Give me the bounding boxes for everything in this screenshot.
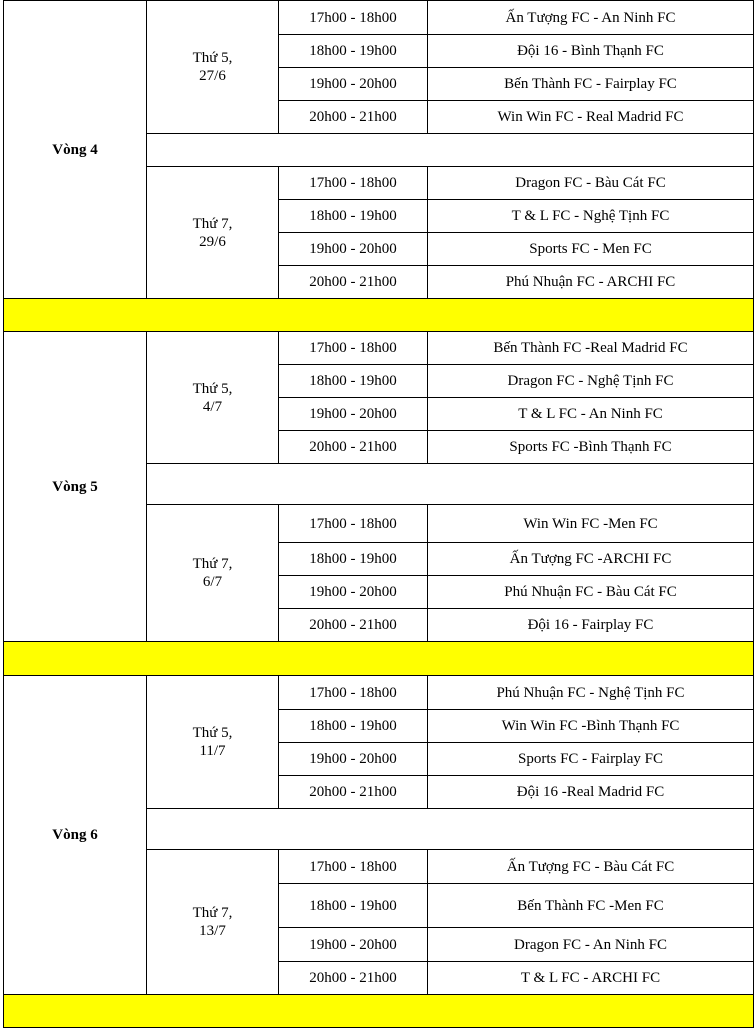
match-time: 17h00 - 18h00 bbox=[279, 167, 428, 200]
match-teams: Win Win FC - Real Madrid FC bbox=[428, 101, 754, 134]
day-weekday: Thứ 5, bbox=[192, 50, 233, 66]
match-time: 19h00 - 20h00 bbox=[279, 743, 428, 776]
match-teams: Đội 16 - Bình Thạnh FC bbox=[428, 35, 754, 68]
match-time: 18h00 - 19h00 bbox=[279, 710, 428, 743]
match-teams: Bến Thành FC -Real Madrid FC bbox=[428, 332, 754, 365]
match-teams: Ấn Tượng FC - Bàu Cát FC bbox=[428, 850, 754, 884]
match-time: 18h00 - 19h00 bbox=[279, 884, 428, 928]
match-time: 17h00 - 18h00 bbox=[279, 332, 428, 365]
match-time: 20h00 - 21h00 bbox=[279, 101, 428, 134]
match-time: 20h00 - 21h00 bbox=[279, 609, 428, 642]
match-teams: Win Win FC -Men FC bbox=[428, 505, 754, 543]
match-teams: Dragon FC - Nghệ Tịnh FC bbox=[428, 365, 754, 398]
match-row bbox=[4, 676, 754, 710]
round-separator-cell bbox=[4, 995, 754, 1028]
day-cell bbox=[147, 505, 279, 642]
day-separator-cell bbox=[147, 134, 754, 167]
match-teams: T & L FC - ARCHI FC bbox=[428, 962, 754, 995]
day-cell bbox=[147, 850, 279, 995]
day-weekday: Thứ 7, bbox=[192, 905, 233, 921]
round-separator-cell bbox=[4, 299, 754, 332]
match-teams: Bến Thành FC - Fairplay FC bbox=[428, 68, 754, 101]
match-time: 17h00 - 18h00 bbox=[279, 1, 428, 35]
day-date: 27/6 bbox=[199, 68, 226, 84]
match-time: 20h00 - 21h00 bbox=[279, 776, 428, 809]
day-cell bbox=[147, 332, 279, 464]
day-weekday: Thứ 5, bbox=[192, 725, 233, 741]
match-teams: T & L FC - An Ninh FC bbox=[428, 398, 754, 431]
match-time: 18h00 - 19h00 bbox=[279, 543, 428, 576]
day-date: 29/6 bbox=[199, 233, 226, 250]
match-teams: Ấn Tượng FC -ARCHI FC bbox=[428, 543, 754, 576]
match-teams: Dragon FC - An Ninh FC bbox=[428, 928, 754, 962]
match-time: 20h00 - 21h00 bbox=[279, 431, 428, 464]
match-time: 18h00 - 19h00 bbox=[279, 200, 428, 233]
match-time: 18h00 - 19h00 bbox=[279, 35, 428, 68]
match-time: 17h00 - 18h00 bbox=[279, 676, 428, 710]
day-date: 6/7 bbox=[202, 574, 223, 590]
match-time: 20h00 - 21h00 bbox=[279, 962, 428, 995]
match-teams: Dragon FC - Bàu Cát FC bbox=[428, 167, 754, 200]
round-separator-band bbox=[4, 995, 754, 1028]
match-row bbox=[4, 332, 754, 365]
match-teams: Win Win FC -Bình Thạnh FC bbox=[428, 710, 754, 743]
round-label: Vòng 5 bbox=[4, 332, 147, 642]
match-teams: Bến Thành FC -Men FC bbox=[428, 884, 754, 928]
match-teams: Đội 16 -Real Madrid FC bbox=[428, 776, 754, 809]
round-label: Vòng 4 bbox=[4, 1, 147, 299]
day-date: 11/7 bbox=[199, 743, 226, 759]
match-time: 19h00 - 20h00 bbox=[279, 576, 428, 609]
day-date: 13/7 bbox=[199, 923, 226, 939]
match-row bbox=[4, 1, 754, 35]
match-teams: Phú Nhuận FC - Bàu Cát FC bbox=[428, 576, 754, 609]
day-weekday: Thứ 5, bbox=[192, 380, 233, 397]
match-time: 19h00 - 20h00 bbox=[279, 233, 428, 266]
match-teams: Phú Nhuận FC - Nghệ Tịnh FC bbox=[428, 676, 754, 710]
day-weekday: Thứ 7, bbox=[192, 556, 233, 572]
match-teams: Sports FC - Fairplay FC bbox=[428, 743, 754, 776]
match-teams: Sports FC -Bình Thạnh FC bbox=[428, 431, 754, 464]
schedule-body bbox=[4, 1, 754, 1028]
match-teams: T & L FC - Nghệ Tịnh FC bbox=[428, 200, 754, 233]
match-teams: Đội 16 - Fairplay FC bbox=[428, 609, 754, 642]
match-time: 19h00 - 20h00 bbox=[279, 928, 428, 962]
day-weekday: Thứ 7, bbox=[192, 215, 233, 232]
match-time: 19h00 - 20h00 bbox=[279, 398, 428, 431]
match-time: 20h00 - 21h00 bbox=[279, 266, 428, 299]
match-time: 19h00 - 20h00 bbox=[279, 68, 428, 101]
day-separator-cell bbox=[147, 464, 754, 505]
day-cell bbox=[147, 167, 279, 299]
day-separator-cell bbox=[147, 809, 754, 850]
match-time: 17h00 - 18h00 bbox=[279, 850, 428, 884]
round-separator-cell bbox=[4, 642, 754, 676]
match-time: 18h00 - 19h00 bbox=[279, 365, 428, 398]
round-separator-band bbox=[4, 642, 754, 676]
match-time: 17h00 - 18h00 bbox=[279, 505, 428, 543]
round-label: Vòng 6 bbox=[4, 676, 147, 995]
match-schedule-table bbox=[3, 0, 754, 1028]
match-teams: Sports FC - Men FC bbox=[428, 233, 754, 266]
day-date: 4/7 bbox=[202, 398, 223, 415]
match-teams: Phú Nhuận FC - ARCHI FC bbox=[428, 266, 754, 299]
day-cell bbox=[147, 676, 279, 809]
match-teams: Ấn Tượng FC - An Ninh FC bbox=[428, 1, 754, 35]
round-separator-band bbox=[4, 299, 754, 332]
day-cell bbox=[147, 1, 279, 134]
